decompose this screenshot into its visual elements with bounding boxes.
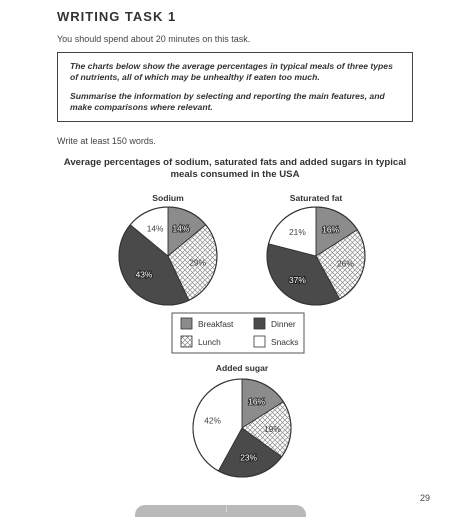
pie-label-added-sugar-snacks: 42% xyxy=(204,415,221,426)
chart-title: Average percentages of sodium, saturated fats and added sugars in typical meals consumed in the USA xyxy=(63,157,407,180)
legend-swatch-lunch xyxy=(181,336,192,347)
legend-label-snacks: Snacks xyxy=(271,337,299,347)
pie-label-added-sugar-breakfast: 16% xyxy=(248,396,265,407)
word-count-instruction: Write at least 150 words. xyxy=(57,136,156,146)
legend-label-dinner: Dinner xyxy=(271,319,296,329)
pie-label-sodium-lunch: 29% xyxy=(189,257,206,268)
bottom-scroll-tab xyxy=(135,505,306,517)
legend-label-lunch: Lunch xyxy=(198,337,221,347)
pie-label-added-sugar-lunch: 19% xyxy=(264,424,281,434)
legend-swatch-breakfast xyxy=(181,318,192,329)
prompt-description: The charts below show the average percentages in typical meals of three types of nutrients, all of which may be unhealthy if eaten too much. xyxy=(70,61,393,82)
pie-label-added-sugar-dinner: 23% xyxy=(240,452,257,463)
prompt-instruction: Summarise the information by selecting and reporting the main features, and make comparisons where relevant. xyxy=(70,91,385,112)
task-heading: WRITING TASK 1 xyxy=(57,9,177,24)
pie-label-saturated-fat-lunch: 26% xyxy=(337,258,354,269)
pie-title-sodium: Sodium xyxy=(152,193,184,203)
pie-label-saturated-fat-snacks: 21% xyxy=(289,227,306,237)
bottom-tab-divider xyxy=(226,505,227,512)
pie-label-saturated-fat-breakfast: 16% xyxy=(322,224,339,235)
pie-label-sodium-breakfast: 14% xyxy=(172,223,190,234)
pies xyxy=(119,207,365,477)
time-instruction: You should spend about 20 minutes on this task. xyxy=(57,34,251,44)
page-number: 29 xyxy=(420,493,431,503)
pie-title-saturated-fat: Saturated fat xyxy=(289,193,343,203)
legend-swatch-snacks xyxy=(254,336,265,347)
pie-title-added-sugar: Added sugar xyxy=(215,363,269,373)
legend-swatch-dinner xyxy=(254,318,265,329)
pie-label-saturated-fat-dinner: 37% xyxy=(289,275,306,285)
pie-label-sodium-snacks: 14% xyxy=(146,223,164,234)
legend xyxy=(172,313,304,353)
legend-label-breakfast: Breakfast xyxy=(198,319,234,329)
pie-label-sodium-dinner: 43% xyxy=(135,269,153,280)
